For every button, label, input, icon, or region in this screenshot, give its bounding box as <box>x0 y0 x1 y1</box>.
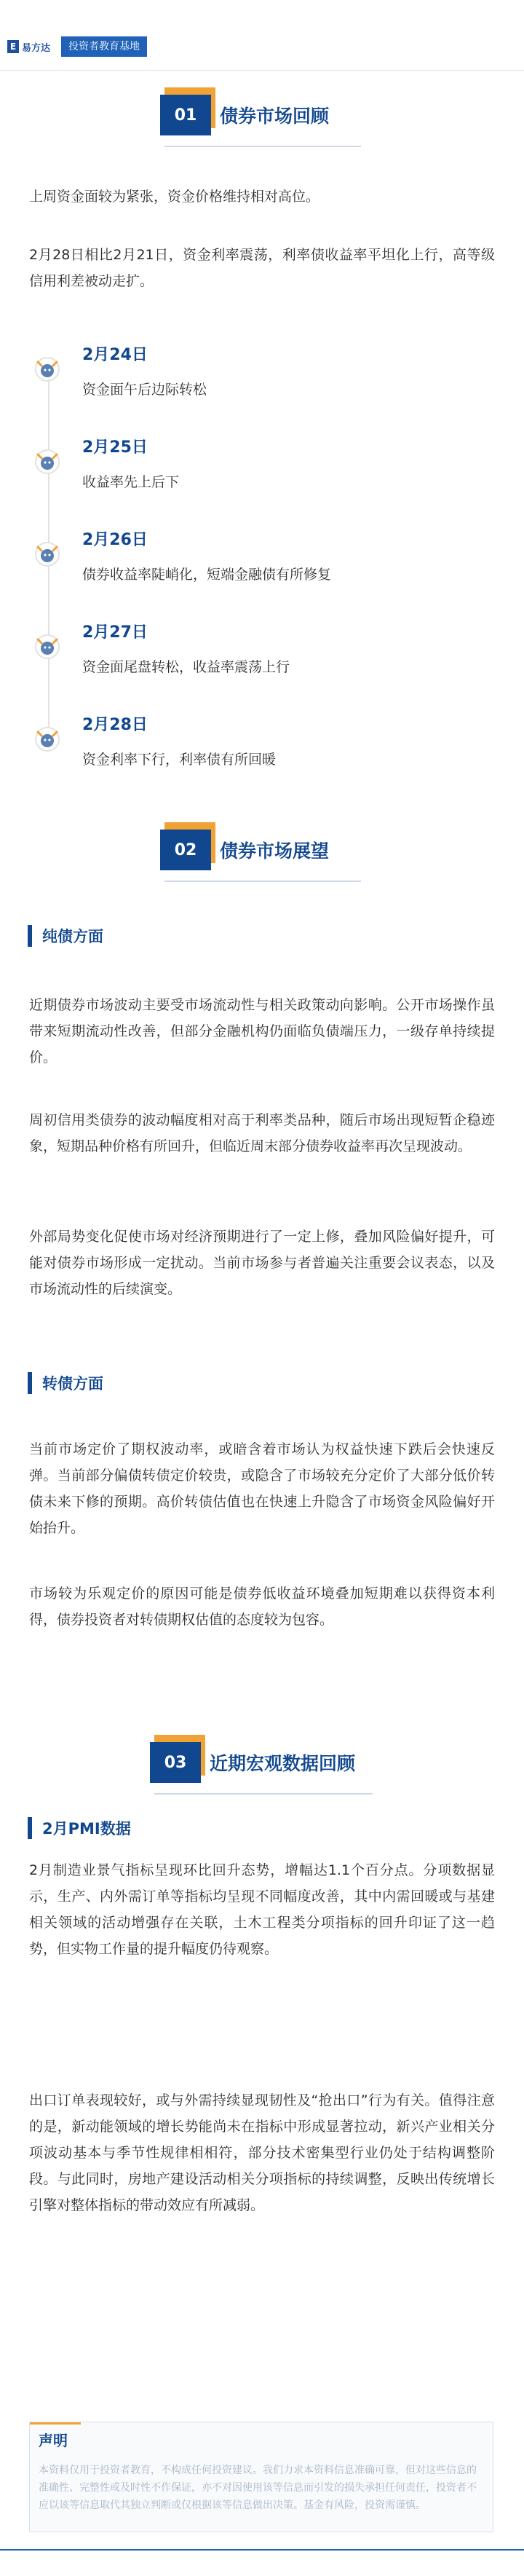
timeline-date: 2月28日 <box>82 716 148 734</box>
header-divider <box>0 70 524 71</box>
brand-logo <box>7 36 50 57</box>
section-number: 03 <box>150 1742 201 1783</box>
section-underline <box>164 146 361 147</box>
disclaimer-box <box>29 2422 493 2532</box>
pure-bond-para-3: 外部局势变化促使市场对经济预期进行了一定上修，叠加风险偏好提升，可能对债券市场形成一定扰动。当前市场参与者普遍关注重要会议表态，以及市场流动性的后续演变。 <box>29 1229 495 1297</box>
subheading-bar <box>28 1372 32 1394</box>
timeline-bull-icon <box>33 448 61 476</box>
pure-bond-para-2: 周初信用类债券的波动幅度相对高于利率类品种，随后市场出现短暂企稳迹象，短期品种价格有所回升，但临近周末部分债券收益率再次呈现波动。 <box>29 1112 495 1154</box>
convertible-para-1: 当前市场定价了期权波动率，或暗含着市场认为权益快速下跌后会快速反弹。当前部分偏债转债定价较贵，或隐含了市场较充分定价了大部分低价转债未来下修的预期。高价转债估值也在快速上升隐含了市场资金风险偏好开始抬升。 <box>29 1441 495 1536</box>
subheading-convertible <box>28 1371 103 1395</box>
subheading-text: 2月PMI数据 <box>42 1820 131 1838</box>
timeline-desc: 债券收益率陡峭化，短端金融债有所修复 <box>82 567 332 583</box>
section-1-summary: 2月28日相比2月21日，资金利率震荡，利率债收益率平坦化上行，高等级信用利差被动走扩。 <box>29 247 495 289</box>
investor-education-tag: 投资者教育基地 <box>61 36 147 57</box>
timeline-bull-icon <box>33 633 61 661</box>
section-number: 01 <box>160 95 211 135</box>
timeline-bull-icon <box>33 725 61 753</box>
pmi-para-2: 出口订单表现较好，或与外需持续显现韧性及“抢出口”行为有关。值得注意的是，新动能领域的增长势能尚未在指标中形成显著拉动，新兴产业相关分项波动基本与季节性规律相相符，部分技术密集型行业仍处于结构调整阶段。与此同时，房地产建设活动相关分项指标的持续调整，反映出传统增长引擎对整体指标的带动效应有所减弱。 <box>29 2092 495 2213</box>
pure-bond-para-1: 近期债券市场波动主要受市场流动性与相关政策动向影响。公开市场操作虽带来短期流动性改善，但部分金融机构仍面临负债端压力，一级存单持续提价。 <box>29 997 495 1066</box>
subheading-bar <box>28 1817 32 1839</box>
subheading-text: 纯债方面 <box>42 928 103 945</box>
timeline-item <box>0 527 524 615</box>
section-3-header <box>0 1733 524 1813</box>
subheading-bar <box>28 925 32 947</box>
logo-text: 易方达 <box>22 42 51 54</box>
timeline-bull-icon <box>33 355 61 383</box>
subheading-text: 转债方面 <box>42 1375 103 1393</box>
section-title: 债券市场展望 <box>220 840 330 862</box>
section-title: 债券市场回顾 <box>220 106 330 127</box>
pmi-para-1: 2月制造业景气指标呈现环比回升态势，增幅达1.1个百分点。分项数据显示，生产、内外需订单等指标均呈现不同幅度改善，其中内需回暖或与基建相关领域的活动增强存在关联，土木工程类分项指标的回升印证了这一趋势，但实物工作量的提升幅度仍待观察。 <box>29 1862 495 1957</box>
disclaimer-body: 本资料仅用于投资者教育，不构成任何投资建议。我们力求本资料信息准确可靠，但对这些信息的准确性、完整性或及时性不作保证，亦不对因使用该等信息而引发的损失承担任何责任，投资者不应以该等信息取代其独立判断或仅根据该等信息做出决策。基金有风险，投资需谨慎。 <box>39 2465 477 2511</box>
timeline-date: 2月26日 <box>82 531 148 549</box>
timeline-desc: 收益率先上后下 <box>82 474 180 490</box>
top-bar <box>0 0 524 98</box>
section-underline <box>154 1793 373 1795</box>
section-1-header <box>0 86 524 166</box>
section-title: 近期宏观数据回顾 <box>210 1753 356 1774</box>
section-number: 02 <box>160 830 211 870</box>
timeline-date: 2月27日 <box>82 623 148 642</box>
timeline-desc: 资金面尾盘转松，收益率震荡上行 <box>82 659 290 675</box>
subheading-pmi <box>28 1816 131 1840</box>
section-2-header <box>0 821 524 901</box>
subheading-pure-bond <box>28 923 103 948</box>
section-underline <box>164 881 361 882</box>
footer-rule <box>0 2549 524 2551</box>
disclaimer-title: 声明 <box>39 2432 68 2449</box>
timeline-item <box>0 712 524 800</box>
convertible-para-2: 市场较为乐观定价的原因可能是债券低收益环境叠加短期难以获得资本利得，债券投资者对转债期权估值的态度较为包容。 <box>29 1586 495 1628</box>
section-1-intro: 上周资金面较为紧张，资金价格维持相对高位。 <box>29 189 320 205</box>
timeline-item <box>0 342 524 430</box>
timeline-date: 2月25日 <box>82 438 148 457</box>
timeline-item <box>0 435 524 522</box>
timeline-item <box>0 620 524 707</box>
timeline-desc: 资金面午后边际转松 <box>82 382 207 398</box>
logo-mark-icon: E <box>7 40 19 53</box>
timeline-date: 2月24日 <box>82 346 148 364</box>
timeline-desc: 资金利率下行，利率债有所回暖 <box>82 752 277 768</box>
timeline-bull-icon <box>33 540 61 568</box>
